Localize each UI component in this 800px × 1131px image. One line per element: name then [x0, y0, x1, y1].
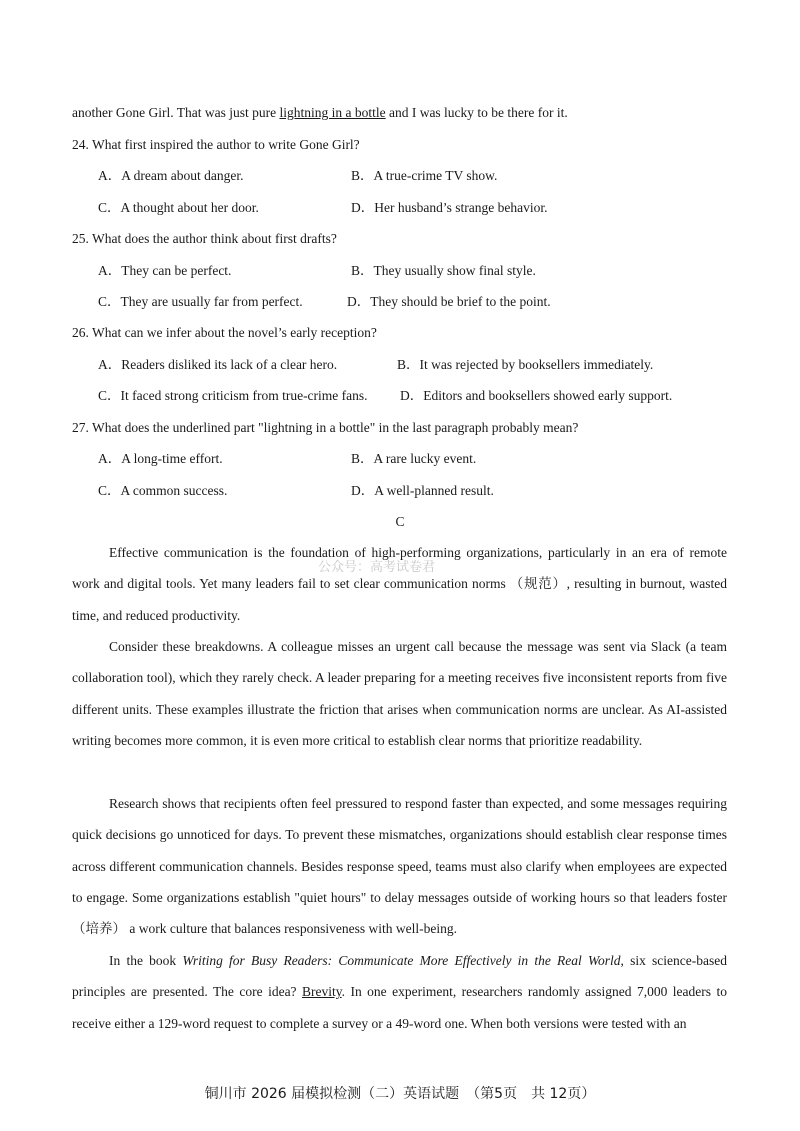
passage-paragraph-4 [72, 945, 727, 1039]
question-26-stem: 26. What can we infer about the novel’s early reception? [72, 325, 377, 340]
book-title: Writing for Busy Readers: Communicate More Effectively in the Real World [182, 953, 621, 968]
intro-before: another Gone Girl. That was just pure [72, 105, 280, 120]
q25-option-a: A．They can be perfect. [98, 263, 232, 278]
brevity-underlined: Brevity [302, 984, 342, 1000]
p4-middle: , six science-based principles are presented. The core idea? [72, 953, 727, 1000]
passage-paragraph-3: Research shows that recipients often feel pressured to respond faster than expected, and some messages requiring quick decisions go unnoticed for days. To prevent these mismatches, organizations should establish clear response times across different communication channels. Besides response speed, teams must also clarify when employees are expected to engage. Some organizations establish "quiet hours" to delay messages outside of working hours so that leaders foster （培养） a work culture that balances responsiveness with well-being. [72, 796, 727, 937]
underlined-phrase: lightning in a bottle [279, 105, 386, 120]
q27-option-b: B．A rare lucky event. [351, 451, 477, 466]
q25-option-d: D．They should be brief to the point. [347, 294, 551, 309]
section-label: C [395, 514, 405, 529]
p4-end: . In one experiment, researchers randomly assigned 7,000 leaders to receive either a 129-word request to complete a survey or a 49-word one. When both versions were tested with an [72, 984, 727, 1031]
q24-option-b: B．A true-crime TV show. [351, 168, 498, 183]
q26-option-c: C．It faced strong criticism from true-crime fans. [98, 388, 368, 403]
q24-option-d: D．Her husband’s strange behavior. [351, 200, 548, 215]
q26-option-d: D．Editors and booksellers showed early support. [400, 388, 673, 403]
intro-line [72, 104, 568, 122]
passage-paragraph-2: Consider these breakdowns. A colleague misses an urgent call because the message was sent via Slack (a team collaboration tool), which they rarely check. A leader preparing for a meeting receives five inconsistent reports from five different units. These examples illustrate the friction that arises when communication norms are unclear. As AI-assisted writing becomes more common, it is even more critical to establish clear norms that prioritize readability. [72, 639, 727, 748]
q27-option-a: A．A long-time effort. [98, 451, 223, 466]
q27-option-c: C．A common success. [98, 483, 228, 498]
watermark-text: 公众号：高考试卷君 [318, 560, 436, 575]
q24-option-c: C．A thought about her door. [98, 200, 259, 215]
q25-option-c: C．They are usually far from perfect. [98, 294, 303, 309]
p4-lead: In the book [109, 953, 183, 968]
q25-option-b: B．They usually show final style. [351, 263, 536, 278]
q26-option-a: A．Readers disliked its lack of a clear hero. [98, 357, 338, 372]
question-25-stem: 25. What does the author think about first drafts? [72, 231, 337, 246]
intro-after: and I was lucky to be there for it. [385, 105, 568, 120]
q27-option-d: D．A well-planned result. [351, 483, 494, 498]
q26-option-b: B．It was rejected by booksellers immediately. [397, 357, 654, 372]
question-24-stem: 24. What first inspired the author to write Gone Girl? [72, 137, 360, 152]
page-footer: 铜川市 2026 届模拟检测（二）英语试题 （第5页 共 12页） [204, 1086, 596, 1102]
passage-paragraph-1: Effective communication is the foundation of high-performing organizations, particularly in an era of remote work and digital tools. Yet many leaders fail to set clear communication norms （规范）, resulting in burnout, wasted time, and reduced productivity. [72, 545, 727, 623]
q24-option-a: A．A dream about danger. [98, 168, 244, 183]
question-27-stem: 27. What does the underlined part "lightning in a bottle" in the last paragraph probably mean? [72, 420, 579, 435]
